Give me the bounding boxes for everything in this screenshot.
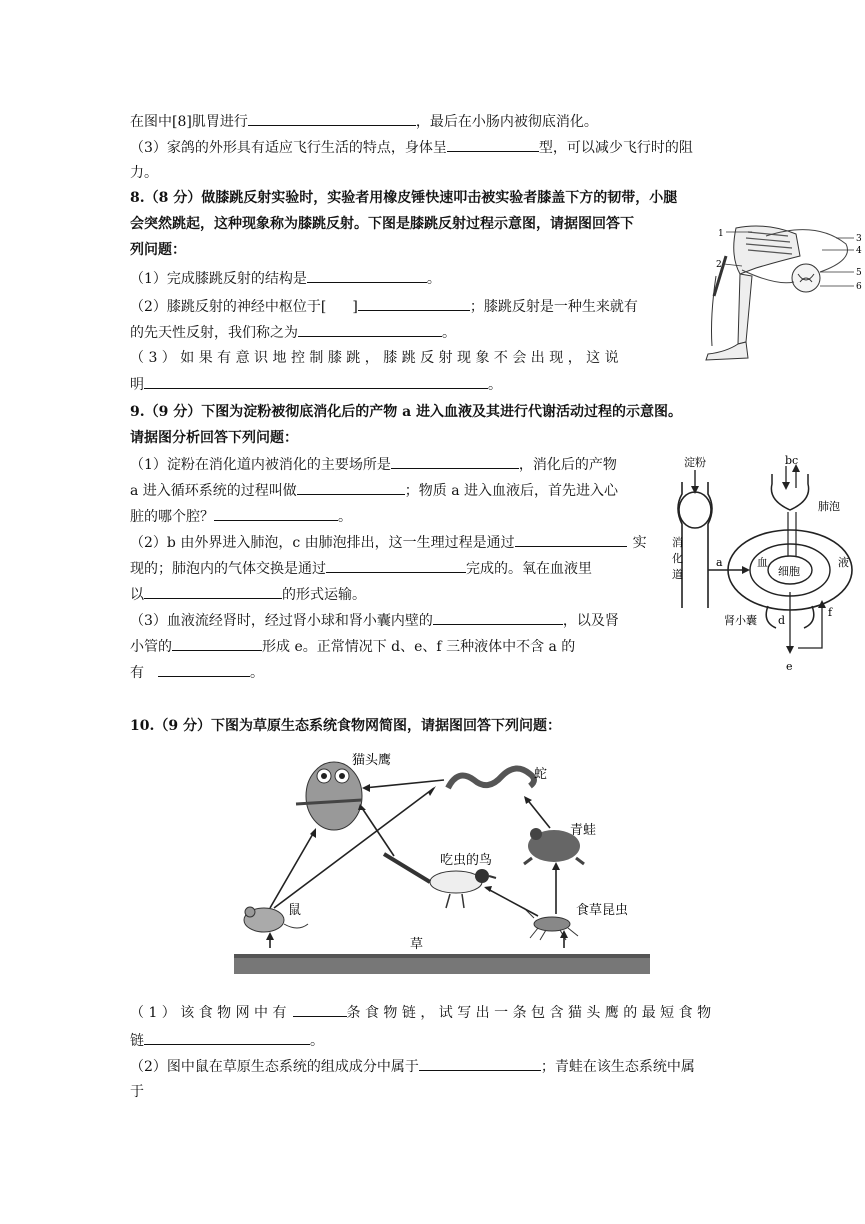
q9-text: 实 xyxy=(632,535,647,551)
q9-text: 。 xyxy=(338,509,352,525)
q7-text: （3）家鸽的外形具有适应飞行生活的特点，身体呈 xyxy=(130,140,447,156)
q10-text: 于 xyxy=(130,1084,144,1100)
thigh-shape xyxy=(734,226,800,274)
label-a: a xyxy=(716,556,723,569)
q8-text: （2）膝跳反射的神经中枢位于[ xyxy=(130,299,327,315)
q9-text: 脏的哪个腔？ xyxy=(130,509,214,525)
q9-text: ，以及肾 xyxy=(562,613,619,629)
q9-p3 xyxy=(130,610,619,631)
label-insect: 食草昆虫 xyxy=(576,903,629,918)
q9-text: 以 xyxy=(130,587,144,603)
q10-p1b xyxy=(130,1030,324,1051)
label-starch: 淀粉 xyxy=(684,456,706,469)
q9-text: 小管的 xyxy=(130,639,172,655)
q9-text: 现的；肺泡内的气体交换是通过 xyxy=(130,561,326,577)
owl-icon xyxy=(296,762,362,830)
q8-p1 xyxy=(130,268,441,289)
label-4: 4 xyxy=(856,246,862,256)
q9-p3c xyxy=(130,662,264,683)
label-f: f xyxy=(828,606,833,619)
lower-leg-shape xyxy=(738,274,752,344)
snake-icon xyxy=(448,768,534,788)
question-title: 9.（9 分）下图为淀粉被彻底消化后的产物 a 进入血液及其进行代谢活动过程的示意图。 xyxy=(130,404,683,420)
answer-blank[interactable] xyxy=(144,374,488,389)
label-1: 1 xyxy=(718,229,724,239)
label-bc: bc xyxy=(785,454,799,467)
answer-blank[interactable] xyxy=(447,137,539,152)
answer-blank[interactable] xyxy=(391,454,519,469)
q9-p2b xyxy=(130,558,592,579)
q9-text: 形成 e。正常情况下 d、e、f 三种液体中不含 a 的 xyxy=(262,639,576,655)
q7-text: 在图中[8]肌胃进行 xyxy=(130,114,248,130)
label-mouse: 鼠 xyxy=(288,903,302,918)
q7-text: ，最后在小肠内被彻底消化。 xyxy=(415,114,598,130)
label-bird: 吃虫的鸟 xyxy=(440,853,493,868)
alveolus-shape xyxy=(771,474,808,510)
q7-text: 力。 xyxy=(130,165,158,181)
label-snake: 蛇 xyxy=(534,767,548,782)
q9-text: 有 xyxy=(130,665,144,681)
q7-line-b xyxy=(130,137,693,158)
label-6: 6 xyxy=(856,282,862,292)
q9-text: 的形式运输。 xyxy=(282,587,366,603)
answer-blank[interactable] xyxy=(172,636,262,651)
label-blood: 血 xyxy=(757,556,768,569)
question-title: 10.（9 分）下图为草原生态系统食物网简图，请据图回答下列问题： xyxy=(130,718,561,734)
label-owl: 猫头鹰 xyxy=(352,753,392,768)
q10-text: ；青蛙在该生态系统中属 xyxy=(540,1059,695,1075)
answer-blank[interactable] xyxy=(293,1002,347,1017)
answer-blank[interactable] xyxy=(326,558,466,573)
answer-blank[interactable] xyxy=(158,662,250,677)
q9-text: ；物质 a 进入血液后，首先进入心 xyxy=(404,483,619,499)
label-blood: 液 xyxy=(838,556,849,569)
question-title: 请据图分析回答下列问题： xyxy=(130,430,298,446)
q9-text: 完成的。氧在血液里 xyxy=(466,561,592,577)
q10-text: （2）图中鼠在草原生态系统的组成成分中属于 xyxy=(130,1059,419,1075)
q10-text: 条 食 物 链 ， 试 写 出 一 条 包 含 猫 头 鹰 的 最 短 食 物 xyxy=(346,1005,712,1021)
question-title: 会突然跳起，这种现象称为膝跳反射。下图是膝跳反射过程示意图，请据图回答下 xyxy=(130,216,634,232)
q9-p1c xyxy=(130,506,352,527)
q10-p2 xyxy=(130,1056,695,1077)
q10-text: （ 1 ） 该 食 物 网 中 有 xyxy=(130,1005,287,1021)
answer-blank[interactable] xyxy=(515,532,627,547)
label-frog: 青蛙 xyxy=(570,823,597,838)
q10-p1a xyxy=(130,1002,711,1023)
q9-p2 xyxy=(130,532,647,553)
q9-p3b xyxy=(130,636,575,657)
q8-text: （1）完成膝跳反射的结构是 xyxy=(130,271,307,287)
answer-blank[interactable] xyxy=(358,296,470,311)
label-tract: 道 xyxy=(672,568,683,581)
answer-blank[interactable] xyxy=(144,1030,310,1045)
q9-p1 xyxy=(130,454,617,475)
food-web-figure xyxy=(234,748,650,978)
q8-p3b xyxy=(130,374,502,395)
q9-text: a 进入循环系统的过程叫做 xyxy=(130,483,297,499)
q9-text: ，消化后的产物 xyxy=(518,457,617,473)
q9-text: 。 xyxy=(250,665,264,681)
q8-text: 明 xyxy=(130,377,144,393)
knee-reflex-figure xyxy=(696,216,865,370)
q8-text: 。 xyxy=(442,325,456,341)
q9-text: （3）血液流经肾时，经过肾小球和肾小囊内壁的 xyxy=(130,613,433,629)
q8-text: 的先天性反射，我们称之为 xyxy=(130,325,298,341)
q10-text: 。 xyxy=(310,1033,324,1049)
label-2: 2 xyxy=(716,260,722,270)
metabolism-figure xyxy=(672,452,857,674)
q9-p2c xyxy=(130,584,366,605)
answer-blank[interactable] xyxy=(248,111,416,126)
q10-text: 链 xyxy=(130,1033,144,1049)
q9-text: （2）b 由外界进入肺泡，c 由肺泡排出，这一生理过程是通过 xyxy=(130,535,515,551)
label-e: e xyxy=(786,660,793,673)
answer-blank[interactable] xyxy=(144,584,282,599)
label-tract: 消 xyxy=(672,536,683,549)
answer-blank[interactable] xyxy=(419,1056,541,1071)
answer-blank[interactable] xyxy=(297,480,405,495)
q9-p1b xyxy=(130,480,618,501)
answer-blank[interactable] xyxy=(298,322,442,337)
label-d: d xyxy=(778,614,786,627)
q8-text: 。 xyxy=(426,271,441,287)
label-3: 3 xyxy=(856,234,862,244)
question-title: 列问题： xyxy=(130,242,186,258)
q8-text: 。 xyxy=(488,377,502,393)
label-grass: 草 xyxy=(410,937,424,952)
label-capsule: 肾小囊 xyxy=(724,614,757,627)
q9-text: （1）淀粉在消化道内被消化的主要场所是 xyxy=(130,457,391,473)
label-alveolus: 肺泡 xyxy=(818,500,840,513)
answer-blank[interactable] xyxy=(214,506,338,521)
answer-blank[interactable] xyxy=(307,268,427,283)
label-cell: 细胞 xyxy=(778,565,800,578)
label-tract: 化 xyxy=(672,552,683,565)
question-title: 8.（8 分）做膝跳反射实验时，实验者用橡皮锤快速叩击被实验者膝盖下方的韧带，小腿 xyxy=(130,190,678,206)
q8-text: ] xyxy=(352,299,358,315)
q8-p2b xyxy=(130,322,456,343)
q7-line-a xyxy=(130,111,598,132)
q7-text: 型，可以减少飞行时的阻 xyxy=(538,140,693,156)
label-5: 5 xyxy=(856,268,862,278)
q8-p2 xyxy=(130,296,638,317)
q8-text: ；膝跳反射是一种生来就有 xyxy=(469,299,638,315)
q8-text: （ 3 ） 如 果 有 意 识 地 控 制 膝 跳 ， 膝 跳 反 射 现 象 不 会 出 现 ， 这 说 xyxy=(130,350,619,366)
answer-blank[interactable] xyxy=(433,610,563,625)
